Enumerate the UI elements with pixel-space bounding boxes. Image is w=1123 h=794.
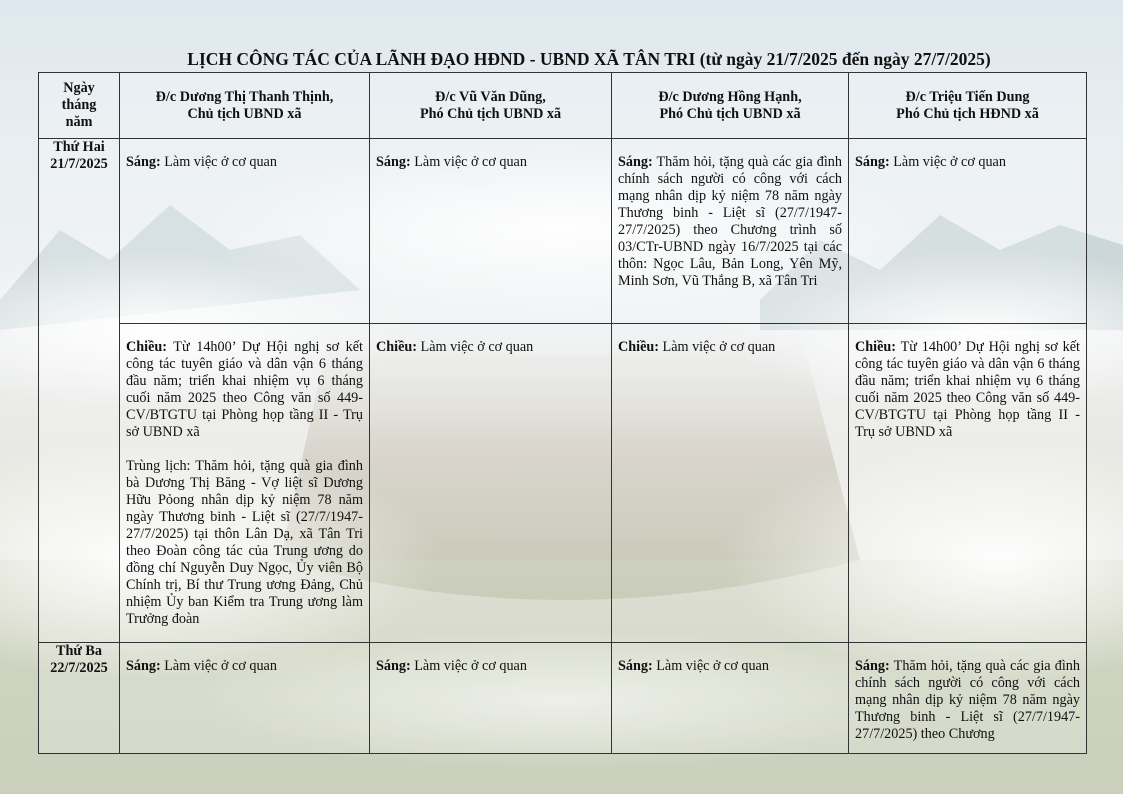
session-label: Sáng: [855,154,890,170]
leader-role: Phó Chủ tịch UBND xã [659,105,801,122]
schedule-cell [849,139,1087,324]
session-text: Làm việc ở cơ quan [410,154,527,170]
session-text: Làm việc ở cơ quan [160,658,277,674]
schedule-conflict-note: Trùng lịch: Thăm hỏi, tặng quà gia đình bà Dương Thị Băng - Vợ liệt sĩ Dương Hữu Pỏong nhân dịp kỷ niệm 78 năm ngày Thương binh - Liệt sĩ (27/7/1947-27/7/2025) tại thôn Lân Dạ, xã Tân Tri theo Đoàn công tác của Trung ương do đồng chí Nguyễn Duy Ngọc, Ủy viên Bộ Chính trị, Bí thư Trung ương Đảng, Chủ nhiệm Ủy ban Kiểm tra Trung ương làm Trưởng đoàn [126,458,363,627]
session-label: Sáng: [618,154,653,170]
session-label: Sáng: [376,154,411,170]
schedule-cell [120,324,370,643]
leader-role: Chủ tịch UBND xã [187,105,302,122]
session-text: Làm việc ở cơ quan [659,339,776,355]
session-label: Chiều: [126,339,167,355]
date-label: 22/7/2025 [50,660,108,676]
table-row [39,139,1087,324]
leader-role: Phó Chủ tịch UBND xã [419,105,562,122]
schedule-cell [849,324,1087,643]
leader-name: Đ/c Vũ Văn Dũng, [435,88,546,105]
day-cell-monday [39,139,120,643]
schedule-cell [612,324,849,643]
session-label: Chiều: [376,339,417,355]
leader-name: Đ/c Dương Hồng Hạnh, [658,88,802,105]
date-header-line: Ngày [63,80,95,96]
schedule-cell [612,643,849,754]
leader-name: Đ/c Triệu Tiến Dung [905,88,1030,105]
session-label: Sáng: [126,658,161,674]
session-label: Sáng: [855,658,890,674]
schedule-cell [849,643,1087,754]
session-text: Làm việc ở cơ quan [160,154,277,170]
session-text: Thăm hỏi, tặng quà các gia đình chính sách người có công với cách mạng nhân dịp kỷ niệm 78 năm ngày Thương binh - Liệt sĩ (27/7/1947-27/7/2025) theo Chương [855,658,1080,742]
session-label: Chiều: [855,339,896,355]
session-label: Chiều: [618,339,659,355]
schedule-cell [612,139,849,324]
weekday-label: Thứ Ba [56,643,102,659]
leader-column-header-4 [849,73,1087,139]
session-text: Từ 14h00’ Dự Hội nghị sơ kết công tác tuyên giáo và dân vận 6 tháng đầu năm; triển khai nhiệm vụ 6 tháng cuối năm 2025 theo Công văn số 449-CV/BTGTU tại Phòng họp tầng II - Trụ sở UBND xã [126,339,363,440]
session-label: Sáng: [126,154,161,170]
schedule-cell [120,139,370,324]
date-label: 21/7/2025 [50,156,108,172]
table-row [39,643,1087,754]
date-header-line: tháng [61,97,97,113]
day-cell-tuesday [39,643,120,754]
date-header-line: năm [65,114,93,130]
weekday-label: Thứ Hai [53,139,105,155]
schedule-title: LỊCH CÔNG TÁC CỦA LÃNH ĐẠO HĐND - UBND XÃ TÂN TRI (từ ngày 21/7/2025 đến ngày 27/7/2025) [187,49,991,69]
leader-column-header-1 [120,73,370,139]
leader-column-header-2 [370,73,612,139]
schedule-cell [370,643,612,754]
session-label: Sáng: [376,658,411,674]
leader-column-header-3 [612,73,849,139]
session-text: Làm việc ở cơ quan [417,339,534,355]
date-column-header [39,73,120,139]
header-row [39,73,1087,139]
session-text: Làm việc ở cơ quan [410,658,527,674]
schedule-table [38,72,1087,754]
session-text: Làm việc ở cơ quan [652,658,769,674]
session-text: Làm việc ở cơ quan [889,154,1006,170]
schedule-cell [370,324,612,643]
table-row [39,324,1087,643]
leader-role: Phó Chủ tịch HĐND xã [896,105,1039,122]
schedule-cell [120,643,370,754]
session-text: Từ 14h00’ Dự Hội nghị sơ kết công tác tuyên giáo và dân vận 6 tháng đầu năm; triển khai nhiệm vụ 6 tháng cuối năm 2025 theo Công văn số 449-CV/BTGTU tại Phòng họp tầng II - Trụ sở UBND xã [855,339,1080,440]
schedule-cell [370,139,612,324]
leader-name: Đ/c Dương Thị Thanh Thịnh, [155,88,334,105]
session-label: Sáng: [618,658,653,674]
session-text: Thăm hỏi, tặng quà các gia đình chính sách người có công với cách mạng nhân dịp kỷ niệm 78 năm ngày Thương binh - Liệt sĩ (27/7/1947-27/7/2025) theo Chương trình số 03/CTr-UBND ngày 16/7/2025 tại các thôn: Ngọc Lâu, Bản Long, Yên Mỹ, Minh Sơn, Vũ Thắng B, xã Tân Tri [618,154,842,289]
